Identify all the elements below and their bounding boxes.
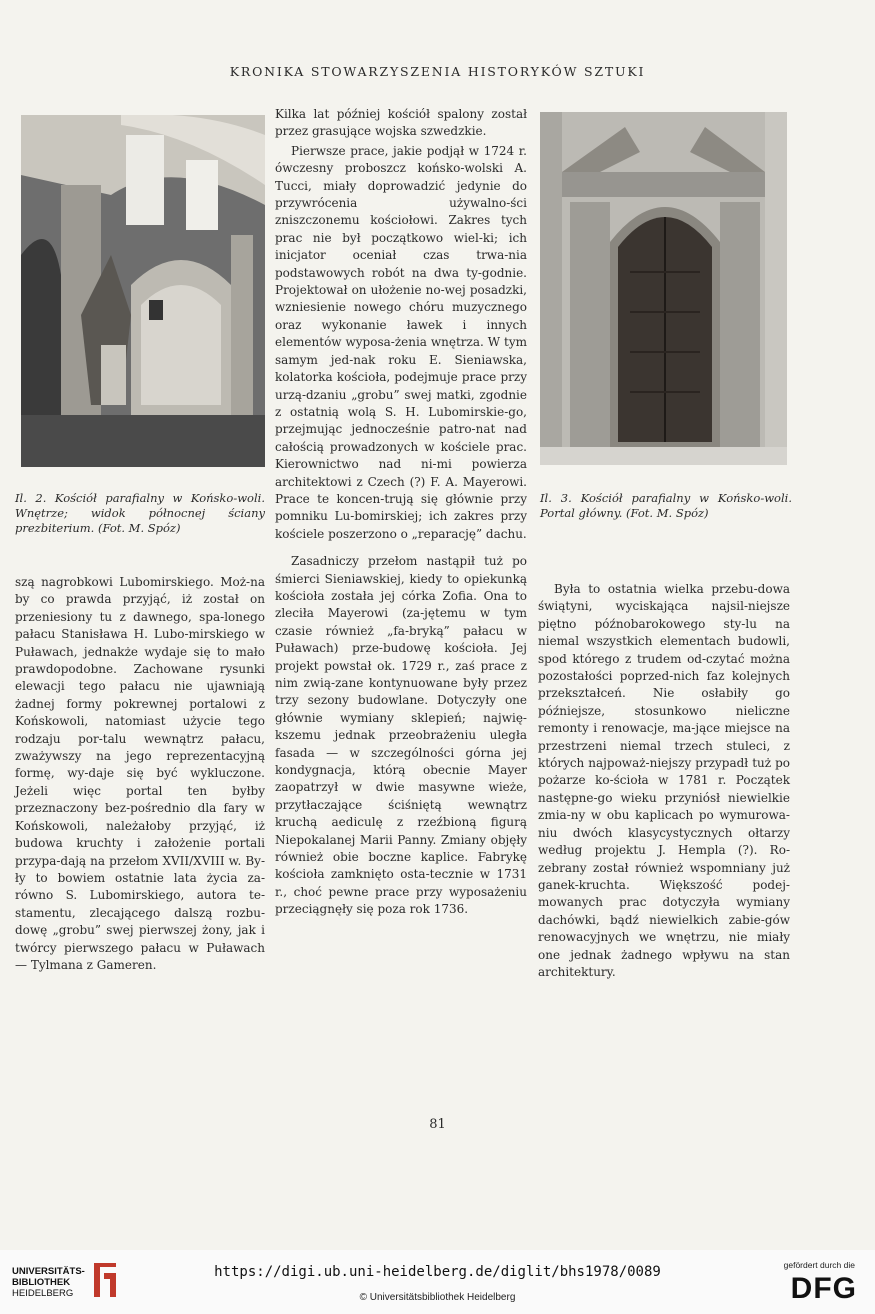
paragraph: Zasadniczy przełom nastąpił tuż po śmierci Sieniawskiej, kiedy to opiekunką kościoła została jej córka Zofia. Ona to zleciła Mayerowi (za-jętemu w tym czasie również „fa-bryką” pałacu w Puławach) prze-budowę kościoła. Jej projekt powstał ok. 1729 r., zaś prace z nim zwią-zane kontynuowane były przez trzy sezony budowlane. Dotyczyły one głównie wymiany sklepień; najwię-kszemu jednak przeobrażeniu uległa fasada — w szczególności górna jej kondygnacja, którą obecnie Mayer zaopatrzył w dwie masywne wieże, przytłaczające ściśniętą wewnątrz kruchą aediculę z rzeźbioną figurą Niepokalanej Marii Panny. Zmiany objęły również obie boczne kaplice. Fabrykę kościoła zamknięto osta-tecznie w 1731 r., choć pewne prace przy wyposażeniu przeciągnęły się poza rok 1736. — [275, 554, 527, 917]
permalink[interactable]: https://digi.ub.uni-heidelberg.de/diglit/bhs1978/0089 — [214, 1264, 661, 1280]
paragraph: Kilka lat później kościół spalony został przez grasujące wojska szwedzkie. — [275, 107, 527, 139]
running-header: KRONIKA STOWARZYSZENIA HISTORYKÓW SZTUKI — [229, 64, 646, 79]
paragraph: Pierwsze prace, jakie podjął w 1724 r. ówczesny proboszcz końsko-wolski A. Tucci, miały doprowadzić jedynie do przywrócenia używalno-ści zniszczonemu kościołowi. Zakres tych prac nie był początkowo wiel-ki; ich inicjator oceniał czas trwa-nia podstawowych robót na dwa ty-godnie. Projektował on ułożenie no-wej posadzki, wzniesienie nowego chóru muzycznego oraz wykonanie ławek i innych elementów wyposa-żenia wnętrza. W tym samym jed-nak roku E. Sieniawska, kolatorka kościoła, podejmuje prace przy urzą-dzaniu „grobu” swej matki, zgodnie z ostatnią wolą S. H. Lubomirskie-go, przejmując jednocześnie patro-nat nad całością prowadzonych w kościele prac. Kierownictwo nad ni-mi powierza architektowi z Czech (?) F. A. Mayerowi. Prace te koncen-trują się głównie przy pomniku Lu-bomirskiej; ich zakres przy kościele poszerzono o „reparację” dachu. — [275, 143, 527, 541]
figure-3-caption: Il. 3. Kościół parafialny w Końsko-woli. Portal główny. (Fot. M. Spóz) — [540, 491, 792, 520]
figure-2-photo — [21, 115, 265, 467]
figure-3-photo — [540, 112, 787, 465]
funder-note: gefördert durch die — [783, 1260, 855, 1270]
library-name: UNIVERSITÄTS- BIBLIOTHEK HEIDELBERG — [12, 1266, 85, 1299]
paragraph: Była to ostatnia wielka przebu-dowa świątyni, wyciskająca najsil-niejsze piętno późnobarokowego sty-lu na niemal wszystkich elementach budowli, spod którego z trudem od-czytać można pozostałości poprzed-nich faz kolejnych przekształceń. Nie osłabiły go późniejsze, stosunkowo nieliczne remonty i renowacje, ma-jące miejsce na przestrzeni niemal trzech stuleci, z których najpoważ-niejszy przypadł tuż po pożarze ko-ścioła w 1781 r. Początek następne-go wieku przyniósł niewielkie zmia-ny w obu kaplicach po wymurowa-niu dwóch klasycystycznych ołtarzy według projektu J. Hempla (?). Ro-zebrany został również wspomniany już ganek-kruchta. Większość podej-mowanych prac dotyczyła wymiany dachówki, bądź niewielkich zabie-gów renowacyjnych we wnętrzu, nie miały one jednak żadnego wpływu na stan architektury. — [538, 582, 790, 979]
figure-2-caption: Il. 2. Kościół parafialny w Końsko-woli. Wnętrze; widok północnej ściany prezbiterium. (Fot. M. Spóz) — [15, 491, 265, 535]
footer — [0, 1250, 875, 1314]
funder-logo: DFG — [790, 1272, 857, 1305]
column-left — [15, 574, 265, 974]
column-middle — [275, 106, 527, 919]
paragraph: szą nagrobkowi Lubomirskiego. Moż-na by co prawda przyjąć, iż został on przeniesiony tu z dawnego, spa-lonego pałacu Stanisława H. Lubo-mirskiego w Puławach, jednakże wydaje się to mało prawdopodobne. Zachowane rysunki elewacji tego pałacu nie ujawniają żadnej formy pokrewnej portalowi z Końskowoli, natomiast użycie tego rodzaju por-talu wewnątrz pałacu, zważywszy na jego reprezentacyjną formę, wy-daje się być wykluczone. Jeżeli więc portal ten byłby przeznaczony bez-pośrednio dla fary w Końskowoli, należałoby przyjąć, iż budowa kruchty i założenie portali przypa-dają na przełom XVII/XVIII w. By-ły to bowiem ostatnie lata życia za-równo S. Lubomirskiego, autora te-stamentu, zlecającego dalszą rozbu-dowę „grobu” swej pierwszej żony, jak i twórcy pierwszego pałacu w Puławach — Tylmana z Gameren. — [15, 575, 265, 972]
page-number: 81 — [429, 1117, 446, 1132]
column-right — [538, 581, 790, 981]
copyright: © Universitätsbibliothek Heidelberg — [359, 1292, 516, 1303]
